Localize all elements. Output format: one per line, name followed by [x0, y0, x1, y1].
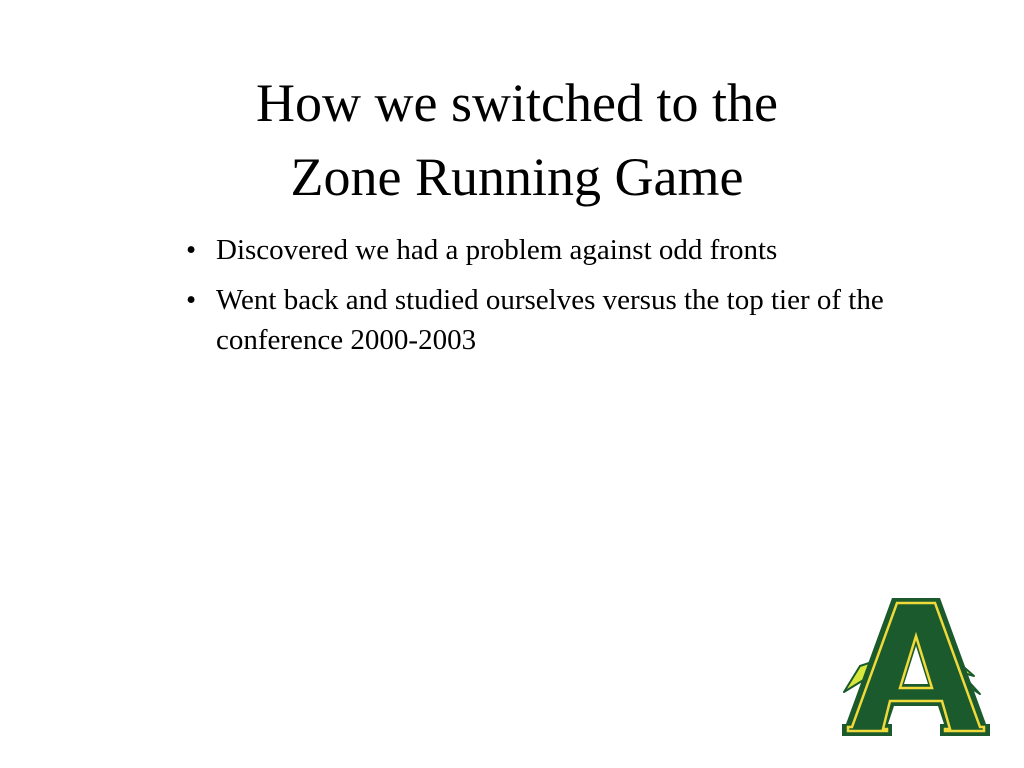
slide-title-line-2: Zone Running Game — [290, 147, 744, 207]
bullet-marker: • — [186, 234, 197, 266]
bullet-text: Discovered we had a problem against odd fronts — [216, 234, 778, 266]
slide-title — [112, 66, 922, 214]
bullet-list — [186, 230, 946, 370]
school-logo — [840, 596, 992, 738]
bullet-item — [186, 230, 946, 270]
slide-title-line-1: How we switched to the — [256, 73, 778, 133]
bullet-item — [186, 280, 946, 360]
bullet-text: Went back and studied ourselves versus the top tier of the conference 2000-2003 — [216, 284, 884, 356]
bullet-marker: • — [186, 284, 197, 316]
